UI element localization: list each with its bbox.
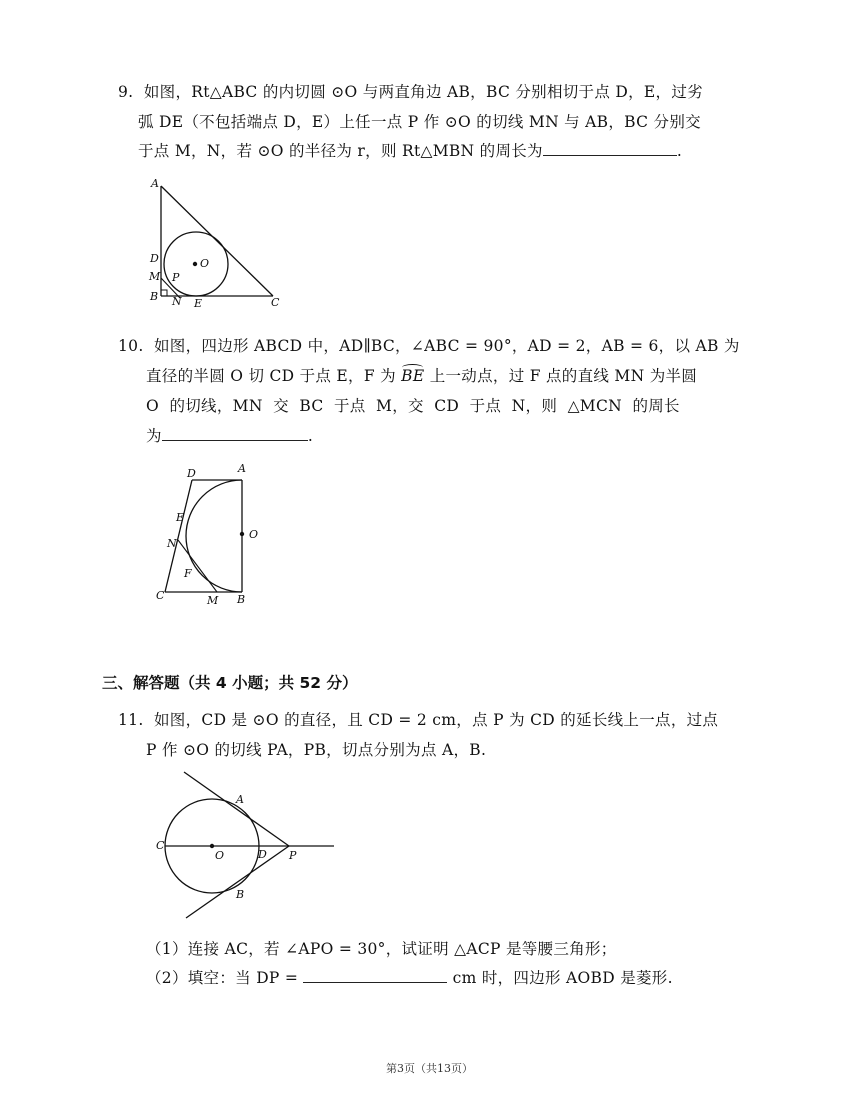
- q9-label-O: O: [200, 257, 210, 270]
- q11-part-2a: （2）填空：当 DP =: [146, 969, 304, 987]
- q11-line-2: P 作 ⊙O 的切线 PA，PB，切点分别为点 A，B.: [146, 741, 487, 759]
- q10-figure: [150, 462, 270, 612]
- q10-label-D: D: [187, 467, 196, 480]
- q11-label-P: P: [289, 849, 297, 862]
- q9-label-C: C: [271, 296, 280, 309]
- q10-label-B: B: [237, 593, 246, 606]
- q10-line-2a: 直径的半圆 O 切 CD 于点 E，F 为: [146, 367, 402, 385]
- q10-line-2b: 上一动点，过 F 点的直线 MN 为半圆: [424, 367, 698, 385]
- q10-arc-BE: [401, 367, 424, 385]
- q11-label-O: O: [215, 849, 225, 862]
- q11-label-C: C: [156, 839, 165, 852]
- arc-mark-icon: [402, 364, 423, 371]
- page-footer: 第3页（共13页）: [386, 1062, 473, 1075]
- q10-line-4: [146, 424, 313, 446]
- q10-label-N: N: [167, 537, 177, 550]
- q9-line-3-end: .: [676, 142, 683, 160]
- q10-label-O: O: [249, 528, 259, 541]
- q10-line-3: O 的切线，MN 交 BC 于点 M，交 CD 于点 N，则 △MCN 的周长: [146, 397, 680, 415]
- q9-figure: [140, 172, 290, 312]
- q10-line-1: 10. 如图，四边形 ABCD 中，AD∥BC，∠ABC = 90°，AD = 2，AB = 6，以 AB 为: [118, 337, 740, 355]
- q10-label-A: A: [238, 462, 246, 475]
- q9-line-2: 弧 DE（不包括端点 D，E）上任一点 P 作 ⊙O 的切线 MN 与 AB，BC 分别交: [138, 113, 701, 131]
- q9-label-D: D: [150, 252, 159, 265]
- q11-line-1: 11. 如图，CD 是 ⊙O 的直径，且 CD = 2 cm，点 P 为 CD 的延长线上一点，过点: [118, 711, 719, 729]
- q10-label-C: C: [156, 589, 165, 602]
- q9-label-E: E: [194, 297, 203, 310]
- q11-label-D: D: [258, 848, 267, 861]
- section-heading: 三、解答题（共 4 小题；共 52 分）: [102, 674, 358, 692]
- q10-arc-text: BE: [401, 367, 425, 385]
- q10-label-F: F: [184, 567, 192, 580]
- q10-line-4-text: 为: [146, 427, 162, 445]
- q9-line-1: 9. 如图，Rt△ABC 的内切圆 ⊙O 与两直角边 AB，BC 分别相切于点 D，E，过劣: [118, 83, 703, 101]
- q9-label-P: P: [172, 271, 180, 284]
- q10-label-M: M: [207, 594, 219, 607]
- q9-label-N: N: [172, 295, 182, 308]
- q11-part-2b: cm 时，四边形 AOBD 是菱形.: [447, 969, 673, 987]
- q10-label-E: E: [176, 511, 185, 524]
- q9-label-B: B: [150, 290, 159, 303]
- q11-label-B: B: [236, 888, 245, 901]
- q9-label-A: A: [151, 177, 159, 190]
- q11-label-A: A: [236, 793, 244, 806]
- q9-line-3: [138, 139, 682, 161]
- q11-figure: [150, 768, 350, 928]
- q11-answer-blank[interactable]: [303, 968, 447, 983]
- q9-answer-blank[interactable]: [543, 141, 677, 156]
- q9-label-M: M: [149, 270, 161, 283]
- q10-answer-blank[interactable]: [162, 426, 308, 441]
- q11-part-2: [146, 966, 673, 988]
- q11-part-1: （1）连接 AC，若 ∠APO = 30°，试证明 △ACP 是等腰三角形；: [146, 940, 617, 958]
- q10-line-2: [146, 364, 697, 386]
- q10-line-4-end: .: [307, 427, 314, 445]
- q9-line-3-text: 于点 M，N，若 ⊙O 的半径为 r，则 Rt△MBN 的周长为: [138, 142, 543, 160]
